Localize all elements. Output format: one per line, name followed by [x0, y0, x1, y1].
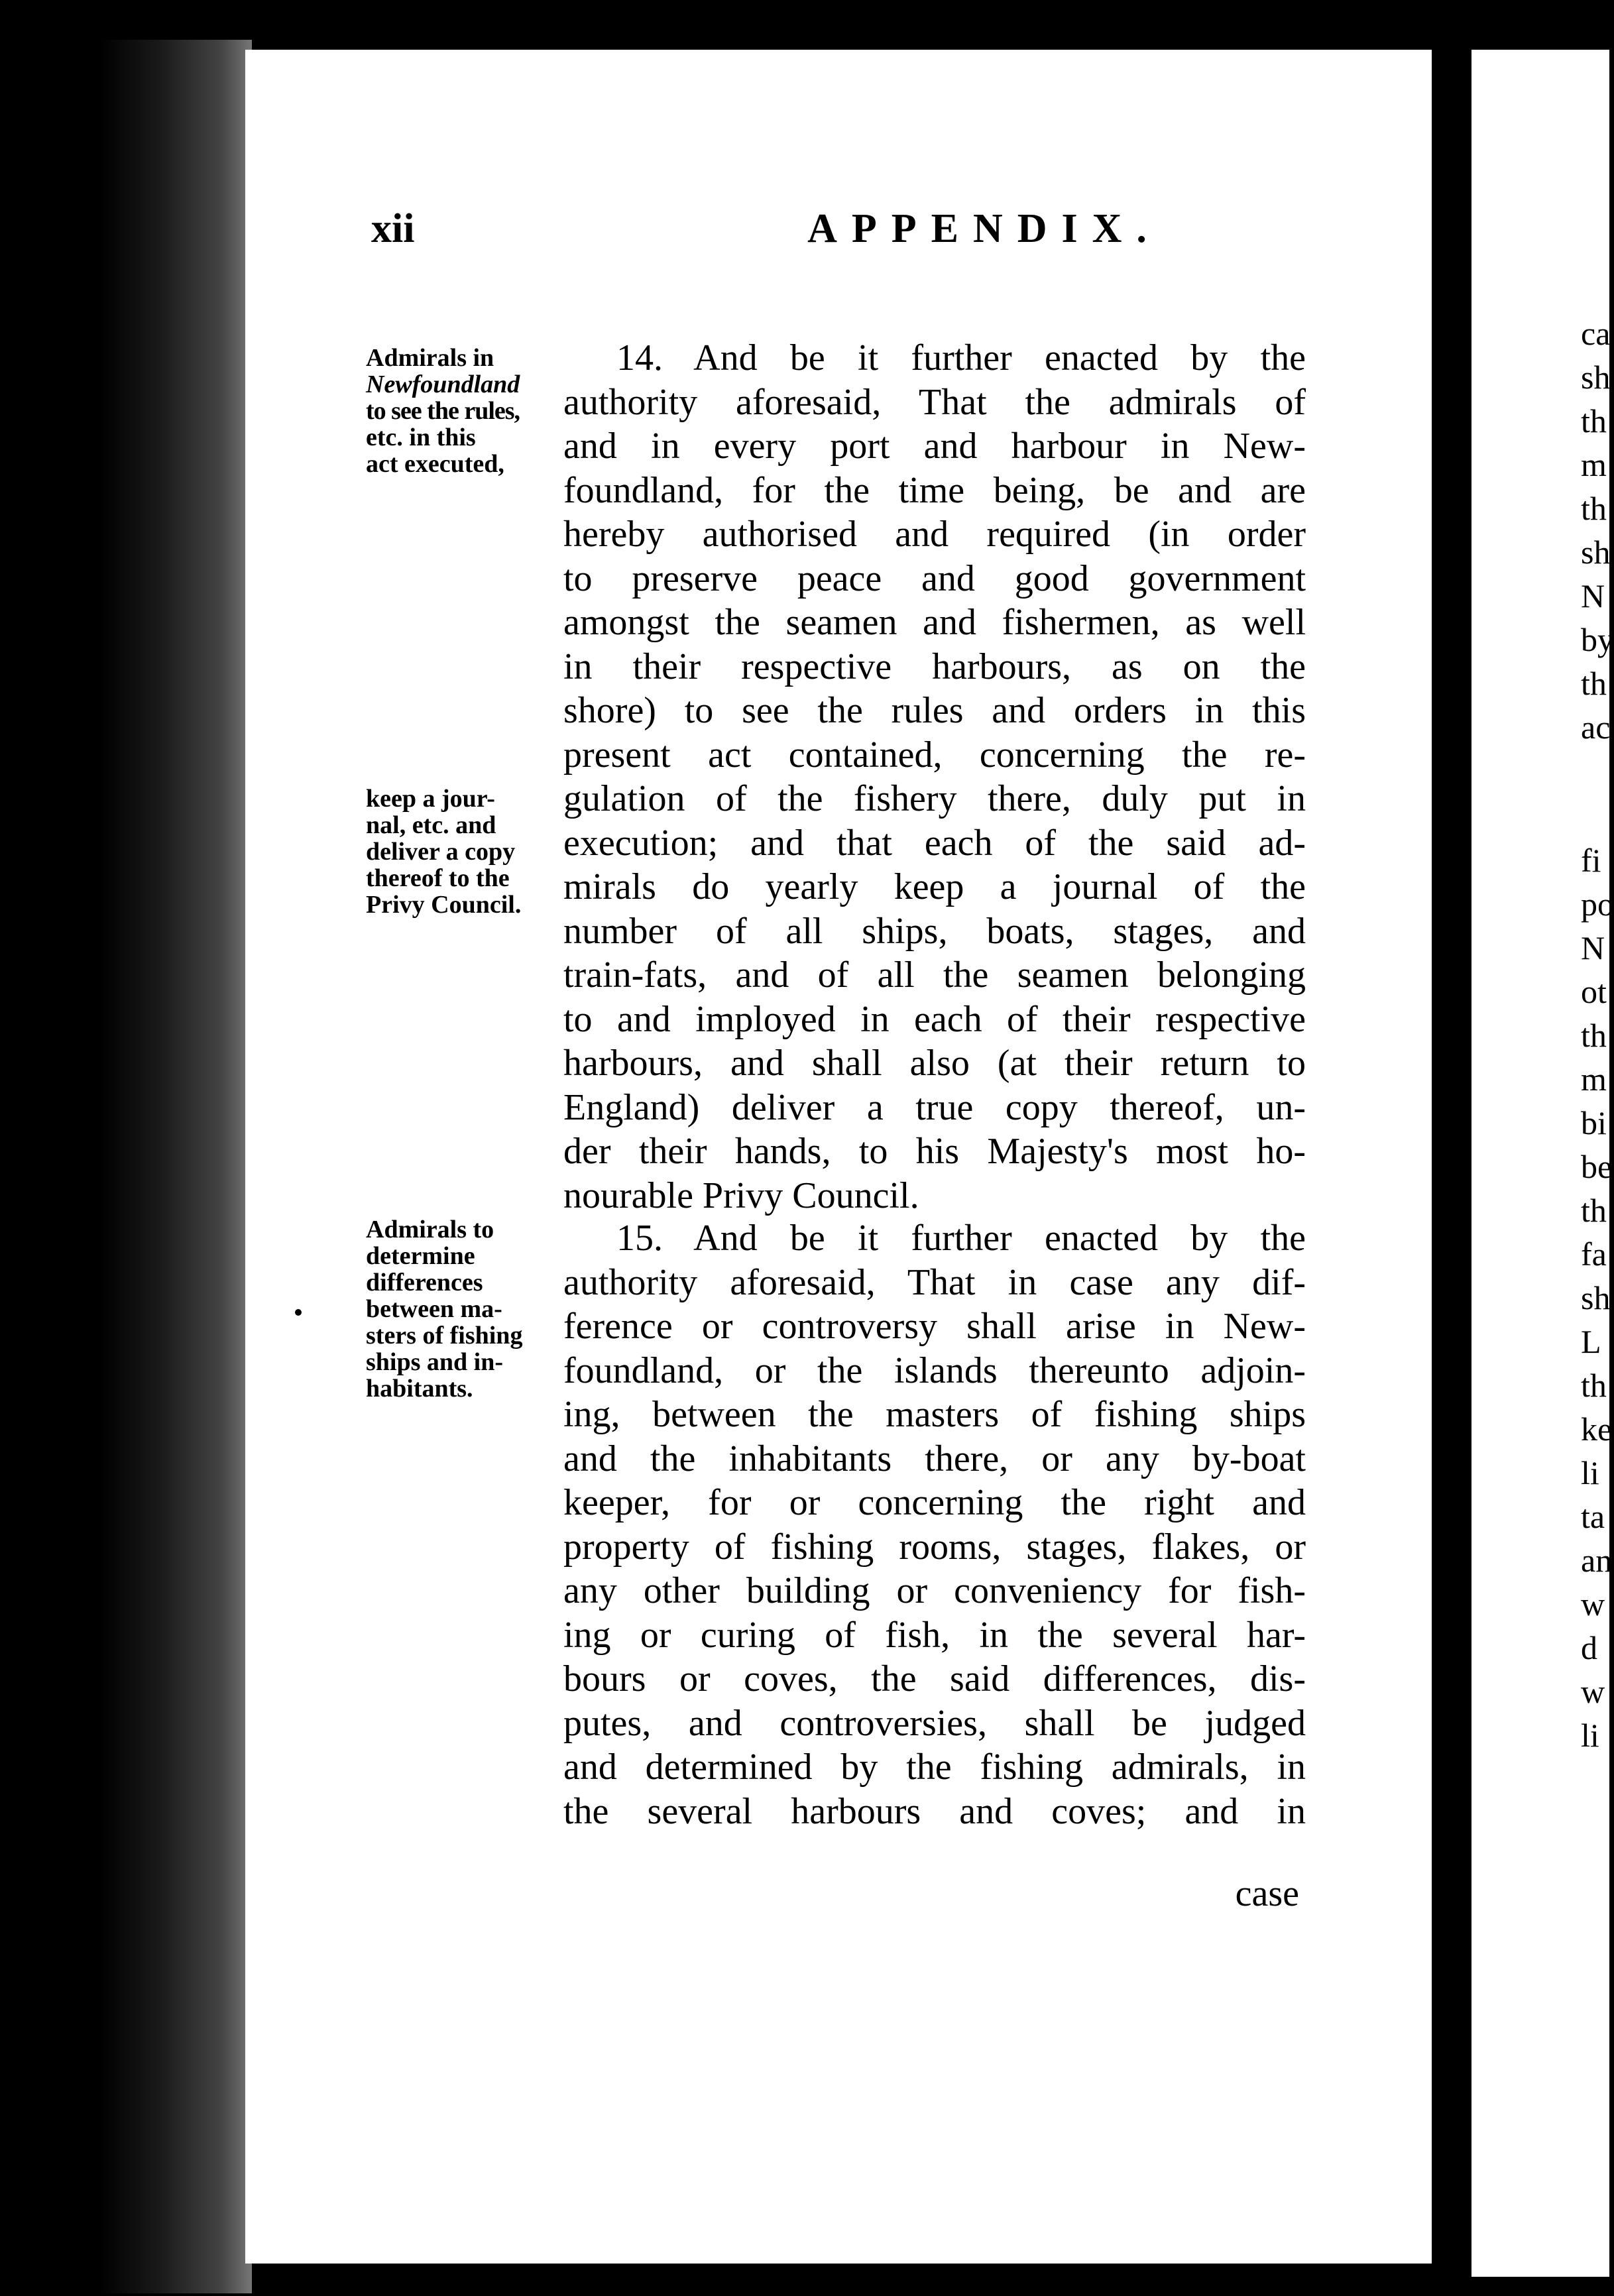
- facing-page-fragment: th: [1581, 665, 1607, 702]
- text-line: bours or coves, the said differences, dis-: [563, 1658, 1306, 1699]
- facing-page-fragment: w: [1581, 1585, 1605, 1623]
- text-line: keeper, for or concerning the right and: [563, 1482, 1306, 1523]
- facing-page-fragment: th: [1581, 490, 1607, 527]
- sidenote-line: etc. in this: [366, 424, 476, 451]
- text-line: and the inhabitants there, or any by-boat: [563, 1438, 1306, 1479]
- sidenote-line: nal, etc. and: [366, 811, 496, 839]
- text-line: train-fats, and of all the seamen belonging: [563, 954, 1306, 996]
- sidenote-determine-differences: [366, 1216, 545, 1402]
- facing-page-fragment: fi: [1581, 842, 1601, 879]
- text-line: and in every port and harbour in New-: [563, 426, 1306, 467]
- text-line: execution; and that each of the said ad-: [563, 822, 1306, 864]
- sidenote-line: to see the rules,: [366, 397, 520, 425]
- catchword: case: [1235, 1873, 1299, 1914]
- text-line: and determined by the fishing admirals, in: [563, 1747, 1306, 1788]
- text-line: present act contained, concerning the re-: [563, 734, 1306, 775]
- facing-page-fragment: sh: [1581, 534, 1611, 571]
- page-title: APPENDIX.: [807, 206, 1161, 251]
- text-line: 14. And be it further enacted by the: [616, 337, 1306, 378]
- facing-page-fragment: N: [1581, 577, 1605, 614]
- text-line: ference or controversy shall arise in New-: [563, 1306, 1306, 1347]
- facing-page-fragment: N: [1581, 929, 1605, 966]
- text-line: any other building or conveniency for fish-: [563, 1570, 1306, 1611]
- sidenote-line: keep a jour-: [366, 785, 495, 813]
- text-line: in their respective harbours, as on the: [563, 646, 1306, 687]
- text-line: ing or curing of fish, in the several har-: [563, 1614, 1306, 1656]
- text-line: the several harbours and coves; and in: [563, 1790, 1306, 1832]
- facing-page-fragment: th: [1581, 1192, 1607, 1229]
- facing-page-fragment: ot: [1581, 973, 1607, 1010]
- sidenote-line: sters of fishing: [366, 1322, 523, 1349]
- sidenote-line: Admirals in: [366, 344, 494, 372]
- text-line: authority aforesaid, That in case any dif-: [563, 1261, 1306, 1303]
- facing-page-fragment: th: [1581, 402, 1607, 439]
- facing-page-fragment: m: [1581, 446, 1607, 483]
- text-line: to and imployed in each of their respective: [563, 998, 1306, 1040]
- text-line: authority aforesaid, That the admirals of: [563, 381, 1306, 423]
- sidenote-line: habitants.: [366, 1375, 473, 1403]
- facing-page-fragment: th: [1581, 1017, 1607, 1054]
- text-line: der their hands, to his Majesty's most ho-: [563, 1131, 1306, 1172]
- sidenote-line: between ma-: [366, 1295, 502, 1323]
- facing-page-edge: [1471, 50, 1614, 2277]
- sidenote-line: ships and in-: [366, 1348, 504, 1376]
- facing-page-fragment: d: [1581, 1629, 1597, 1666]
- text-line: foundland, or the islands thereunto adjoin-: [563, 1349, 1306, 1391]
- text-line: to preserve peace and good government: [563, 557, 1306, 599]
- facing-page-fragment: w: [1581, 1673, 1605, 1710]
- scan-mark: [954, 10, 974, 23]
- scan-speck: [295, 1309, 302, 1316]
- text-line: 15. And be it further enacted by the: [616, 1218, 1306, 1259]
- facing-page-fragment: an: [1581, 1542, 1613, 1579]
- sidenote-line: Privy Council.: [366, 891, 522, 919]
- facing-page-fragment: ca: [1581, 315, 1611, 352]
- paragraph-14: [563, 336, 1306, 1218]
- sidenote-line: Admirals to: [366, 1216, 494, 1243]
- facing-page-fragment: fa: [1581, 1235, 1607, 1273]
- text-line: nourable Privy Council.: [563, 1175, 919, 1216]
- sidenote-line: act executed,: [366, 450, 504, 478]
- facing-page-fragment: bi: [1581, 1104, 1607, 1141]
- text-line: hereby authorised and required (in order: [563, 514, 1306, 555]
- scan-speck: [7, 1239, 12, 1245]
- facing-page-fragment: po: [1581, 886, 1614, 923]
- sidenote-line: deliver a copy: [366, 838, 516, 866]
- text-line: ing, between the masters of fishing ships: [563, 1394, 1306, 1435]
- text-line: harbours, and shall also (at their return to: [563, 1043, 1306, 1084]
- facing-page-fragment: m: [1581, 1061, 1607, 1098]
- sidenote-admirals-executed: [366, 345, 545, 477]
- facing-page-fragment: ac: [1581, 709, 1611, 746]
- text-line: England) deliver a true copy thereof, un-: [563, 1086, 1306, 1128]
- facing-page-fragment: th: [1581, 1367, 1607, 1404]
- text-line: putes, and controversies, shall be judged: [563, 1702, 1306, 1744]
- text-line: mirals do yearly keep a journal of the: [563, 866, 1306, 907]
- text-line: amongst the seamen and fishermen, as well: [563, 602, 1306, 643]
- facing-page-fragment: li: [1581, 1454, 1599, 1491]
- page-number: xii: [371, 206, 415, 251]
- sidenote-line: Newfoundland: [366, 371, 520, 398]
- facing-page-fragment: by: [1581, 621, 1614, 658]
- facing-page-fragment: sh: [1581, 359, 1611, 396]
- running-head: [371, 205, 1432, 258]
- facing-page-fragment: ke: [1581, 1410, 1613, 1448]
- sidenote-line: differences: [366, 1269, 483, 1296]
- text-line: number of all ships, boats, stages, and: [563, 910, 1306, 952]
- text-line: gulation of the fishery there, duly put in: [563, 778, 1306, 819]
- facing-page-fragment: sh: [1581, 1279, 1611, 1316]
- facing-page-fragment: ta: [1581, 1498, 1605, 1535]
- sidenote-line: thereof to the: [366, 864, 510, 892]
- paragraph-15: [563, 1216, 1306, 1833]
- sidenote-line: determine: [366, 1242, 475, 1270]
- facing-page-fragment: be: [1581, 1148, 1613, 1185]
- page-divider: [1432, 40, 1471, 2296]
- binding-gutter: [99, 40, 252, 2293]
- text-line: shore) to see the rules and orders in this: [563, 690, 1306, 731]
- facing-page-fragment: L: [1581, 1323, 1601, 1360]
- facing-page-fragment: li: [1581, 1717, 1599, 1754]
- text-line: foundland, for the time being, be and are: [563, 469, 1306, 511]
- sidenote-journal: [366, 785, 545, 918]
- book-page: [245, 50, 1432, 2264]
- text-line: property of fishing rooms, stages, flakes, or: [563, 1526, 1306, 1568]
